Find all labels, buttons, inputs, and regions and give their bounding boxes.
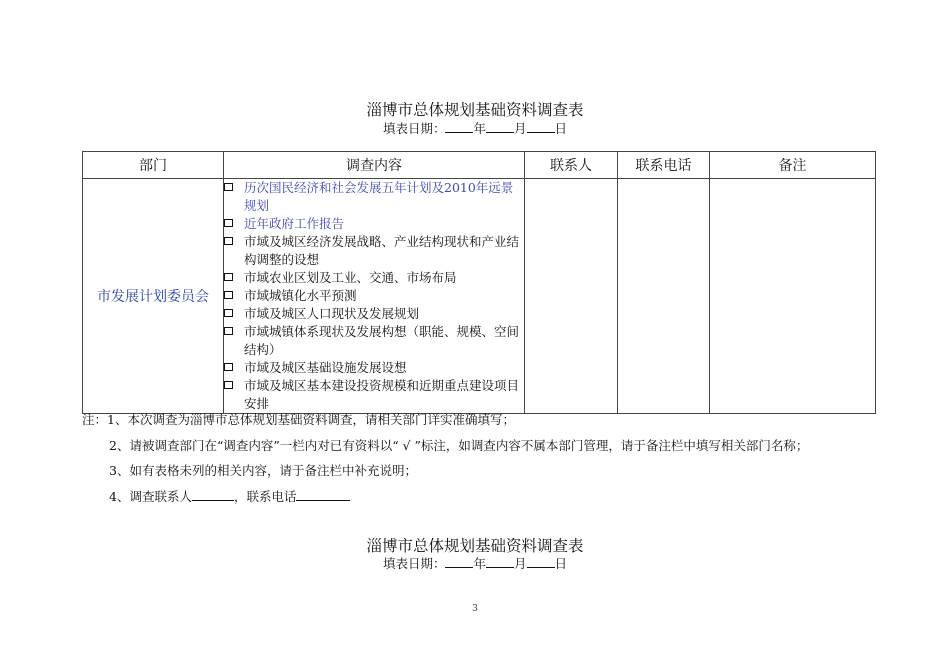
checkbox[interactable] [224,273,233,281]
day-blank-2 [527,556,555,568]
page-number: 3 [472,604,478,614]
month-blank-2 [486,556,514,568]
survey-item-text: 市域及城区基础设施发展设想 [244,360,407,375]
survey-item-text: 市域及城区基本建设投资规模和近期重点建设项目安排 [244,378,520,411]
remarks-cell[interactable] [710,179,876,414]
survey-table [82,151,876,414]
note-2: 2、请被调查部门在“调查内容”一栏内对已有资料以“ √ ”标注，如调查内容不属本部门管理，请于备注栏中填写相关部门名称； [109,438,809,453]
department-cell: 市发展计划委员会 [83,179,224,414]
note-1: 注：1、本次调查为淄博市总体规划基础资料调查，请相关部门详实准确填写； [82,412,515,427]
contact-person-blank [192,488,234,501]
checkbox[interactable] [224,327,233,335]
checkbox[interactable] [224,237,233,245]
survey-item [224,377,524,413]
survey-item [224,305,524,323]
note-4-phone-label: ，联系电话 [233,489,297,504]
table-row [83,179,876,414]
header-contact-person: 联系人 [525,152,618,179]
month-label-2: 月 [514,556,527,571]
month-blank [486,121,514,133]
survey-item [224,287,524,305]
month-label: 月 [514,121,527,136]
day-blank [527,121,555,133]
checkbox[interactable] [224,381,233,389]
fill-date-label-2: 填表日期： [382,556,446,571]
fill-date-line-2 [0,554,950,572]
header-survey-content: 调查内容 [224,152,525,179]
survey-item [224,323,524,359]
survey-item-text: 历次国民经济和社会发展五年计划及2010年远景规划 [244,180,514,213]
year-label: 年 [473,121,486,136]
year-label-2: 年 [473,556,486,571]
note-4-contact-label: 4、调查联系人 [109,489,192,504]
fill-date-line [0,119,950,137]
header-department: 部门 [83,152,224,179]
survey-item [224,179,524,215]
checkbox[interactable] [224,183,233,191]
contact-phone-blank [296,488,350,501]
survey-item-text: 市域及城区经济发展战略、产业结构现状和产业结构调整的设想 [244,234,520,267]
survey-item [224,233,524,269]
checkbox[interactable] [224,363,233,371]
contact-phone-cell[interactable] [618,179,710,414]
survey-item-text: 市域城镇体系现状及发展构想（职能、规模、空间结构） [244,324,520,357]
checkbox[interactable] [224,309,233,317]
form-title-2: 淄博市总体规划基础资料调查表 [366,537,584,555]
table-header-row [83,152,876,179]
survey-item [224,269,524,287]
survey-item-text: 近年政府工作报告 [244,216,345,231]
day-label: 日 [554,121,568,136]
year-blank-2 [445,556,473,568]
survey-item [224,359,524,377]
survey-content-cell [224,179,525,414]
note-4 [109,487,350,505]
fill-date-label: 填表日期： [382,121,446,136]
checkbox[interactable] [224,291,233,299]
survey-item [224,215,524,233]
contact-person-cell[interactable] [525,179,618,414]
form-title: 淄博市总体规划基础资料调查表 [366,101,584,119]
survey-item-text: 市域农业区划及工业、交通、市场布局 [244,270,457,285]
note-3: 3、如有表格未列的相关内容，请于备注栏中补充说明； [109,463,417,478]
header-contact-phone: 联系电话 [618,152,710,179]
survey-item-text: 市域及城区人口现状及发展规划 [244,306,420,321]
checkbox[interactable] [224,219,233,227]
header-remarks: 备注 [710,152,876,179]
year-blank [445,121,473,133]
survey-item-text: 市域城镇化水平预测 [244,288,357,303]
day-label-2: 日 [554,556,568,571]
